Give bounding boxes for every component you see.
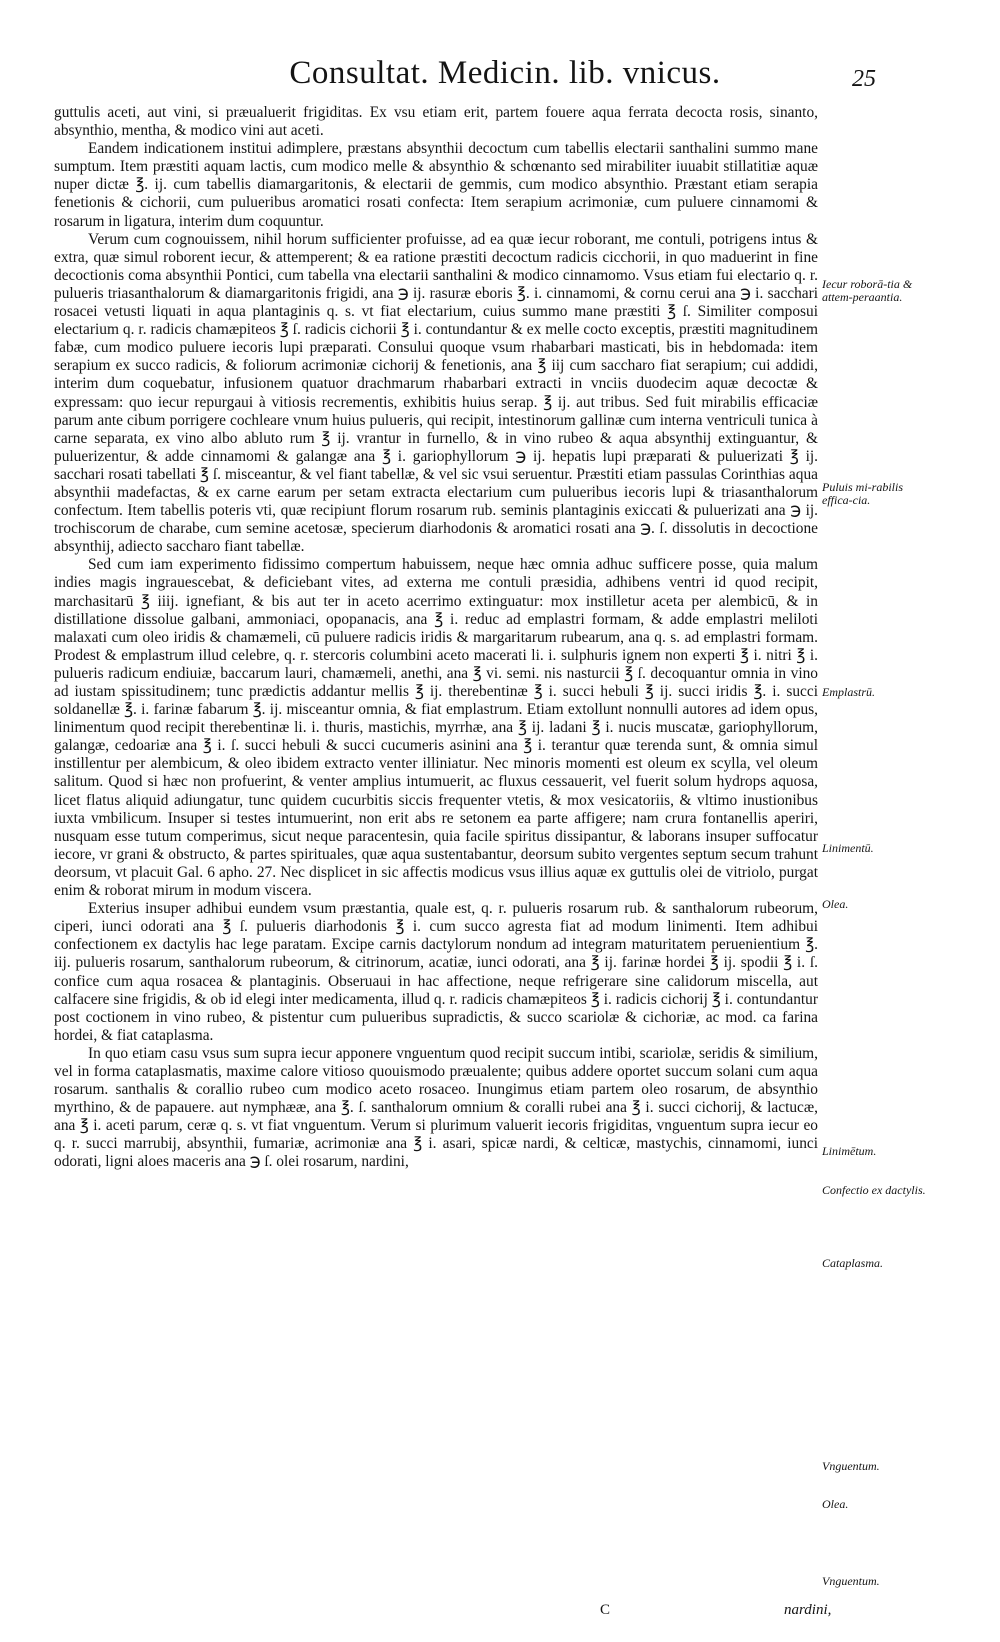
catchword: nardini, bbox=[784, 1602, 832, 1618]
paragraph: guttulis aceti, aut vini, si præualuerit frigiditas. Ex vsu etiam erit, partem fouere aqua ferrata decocta rosis, sinanto, absynthio, mentha, & modico vini aut aceti. bbox=[54, 104, 818, 140]
margin-note: Iecur roborā-tia & attem-peraantia. bbox=[822, 277, 913, 304]
margin-note: Confectio ex dactylis. bbox=[822, 1183, 926, 1197]
running-head: Consultat. Medicin. lib. vnicus. bbox=[289, 55, 721, 91]
margin-note: Linimentū. bbox=[822, 841, 874, 855]
margin-note: Olea. bbox=[822, 1497, 849, 1511]
margin-note: Puluis mi-rabilis effica-cia. bbox=[822, 480, 904, 507]
paragraph: Exterius insuper adhibui eundem vsum præstantia, quale est, q. r. pulueris rosarum rub. & santhalorum rubeorum, ciperi, iunci odorati ana ℥ ſ. pulueris diarhodonis ℥ i. cum succo agresta fiat ad modum linimenti. Item adhibui confectionem ex dactylis hac lege paratam. Excipe carnis dactylorum nondum ad integram maturitatem peruenientium ℥. iij. pulueris rosarum, santhalorum rubeorum, & citrinorum, acatiæ, iunci odorati, ana ℥ ij. farinæ hordei ℥ ij. spodii ℥ i. ſ. confice cum aqua rosacea & plantaginis. Obseruaui in hac affectione, neque refrigerare sine calidorum miscella, aut calfacere sine frigidis, & ob id elegi inter medicamenta, illud q. r. radicis chamæpiteos ℥ i. radicis cichorij ℥ i. contundantur post coctionem in vino rubeo, & pistentur cum pulueribus supradictis, & succo scariolæ & cichoriæ, ac mod. ca farina hordei, & fiat cataplasma. bbox=[54, 900, 818, 1044]
margin-note: Vnguentum. bbox=[822, 1574, 880, 1588]
body-text bbox=[54, 104, 818, 1172]
paragraph: In quo etiam casu vsus sum supra iecur apponere vnguentum quod recipit succum intibi, scariolæ, seridis & similium, vel in forma cataplasmatis, maxime calore vitioso quouismodo præualente; quibus addere oportet succum solani cum aqua rosarum. santhalis & corallio rubeo cum modico aceto rosaceo. Inungimus etiam partem oleo rosarum, de absynthio myrthino, & de papauere. aut nymphææ, ana ℥. ſ. santhalorum omnium & coralli rubei ana ℥ i. succi cichorij, & lactucæ, ana ℥ i. aceti parum, ceræ q. s. vt fiat vnguentum. Verum si plurimum valuerit iecoris frigiditas, vnguentum supra iecur eo q. r. succi marrubij, absynthii, fumariæ, acrimoniæ ana ℥ i. asari, spicæ nardi, & celticæ, mastychis, cinnamomi, iunci odorati, ligni aloes maceris ana ℈ ſ. olei rosarum, nardini, bbox=[54, 1044, 818, 1171]
margin-note: Vnguentum. bbox=[822, 1459, 880, 1473]
margin-note: Emplastrū. bbox=[822, 685, 876, 699]
paragraph: Sed cum iam experimento fidissimo compertum habuissem, neque hæc omnia adhuc sufficere posse, quia malum indies magis ingrauescebat, & deficiebant vites, ad externa me contuli præsidia, adhibens ventri id quod recipit, marchasitarū ℥ iiij. ignefiant, & bis aut ter in aceto acerrimo extinguatur: mox instilletur aceta per alembicū, & in distillatione dissolue galbani, ammoniaci, opopanacis, ana ℥ i. reduc ad emplastri formam, & adde emplastri meliloti malaxati cum oleo iridis & chamæmeli, cū puluere radicis iridis & margaritarum rubearum, ana q. s. ad emplastri formam. Prodest & emplastrum illud celebre, q. r. stercoris columbini aceto macerati li. i. sulphuris ignem non experti ℥ i. nitri ℥ i. pulueris radicum endiuiæ, baccarum lauri, chamæmeli, anethi, ana ℥ vi. semi. nis nasturcii ℥ ſ. decoquantur omnia in vino ad iustam spissitudinem; tunc prædictis addantur mellis ℥ ij. therebentinæ ℥ i. succi hebuli ℥ ij. succi iridis ℥. i. succi soldanellæ ℥. i. farinæ fabarum ℥. ij. misceantur omnia, & fiat emplastrum. Etiam extollunt nonnulli autores ad idem opus, linimentum quod recipit therebentinæ li. i. thuris, mastichis, myrrhæ, ana ℥ ij. ladani ℥ i. nucis muscatæ, gariophyllorum, galangæ, cedoariæ ana ℥ i. ſ. succi hebuli & succi cucumeris asinini ana ℥ i. terantur quæ terenda sunt, & omnia simul instillentur per alembicum, & oleo ibidem extracto venter illiniatur. Nec minoris momenti est oleum ex scylla, vel oleum salitum. Quod si hæc non profuerint, & venter amplius intumuerit, ac fluxus cessauerit, vel fuerit solum hydrops aquosa, licet flatus aliquid adiungatur, tunc quidem cucurbitis siccis frequenter vtetis, & mox vesicatoriis, & vltimo inustionibus iuxta vmbilicum. Insuper si testes intumuerint, non erit abs re setonem ea parte affigere; nam crura fontanellis aperiri, nusquam esse tutum comperimus, sicut neque paracentesin, quia facile spiritus dissipantur, & laborans insuper suffocatur iecore, vr grani & obstructo, & partes spirituales, quæ aqua sustentabantur, deorsum subito vergentes septum secum trahunt deorsum, vt placuit Gal. 6 apho. 27. Nec displicet in sic affectis modicus vsus illius aquæ ex guttulis olei de vitriolo, purgat enim & roborat mirum in modum viscera. bbox=[54, 556, 818, 900]
paragraph: Eandem indicationem institui adimplere, præstans absynthii decoctum cum tabellis electarii santhalini summo mane sumptum. Item præstiti aquam lactis, cum modico melle & absynthio & schœnanto sed mirabiliter iuuabit stillatitiæ aquæ nuper dictæ ℥. ij. cum tabellis diamargaritonis, & electarii de gemmis, cum modico absynthio. Præstant etiam serapia fenetionis & cichorii, cum pulueribus aromatici rosati confecta: Item serapium acrimoniæ, cum puluere cinnamomi & rosarum in ligatura, interim dum coquuntur. bbox=[54, 140, 818, 230]
margin-note: Olea. bbox=[822, 897, 849, 911]
margin-note: Cataplasma. bbox=[822, 1256, 884, 1270]
page-number: 25 bbox=[852, 66, 876, 92]
paragraph: Verum cum cognouissem, nihil horum sufficienter profuisse, ad ea quæ iecur roborant, me contuli, potrigens intus & extra, quæ simul roborent iecur, & attemperent; & ea ratione præstiti decoctum radicis cicchorii, in quo maduerint in fine decoctionis coma absynthii Pontici, cum tabella vna electarii santhalini & modico cinnamomo. Vsus etiam fui electario q. r. pulueris triasanthalorum & diamargaritonis frigidi, ana ℈ ij. rasuræ eboris ℥. i. cinnamomi, & cornu cerui ana ℈ i. sacchari rosacei vetusti liquati in aqua plantaginis q. s. vt fiat electarium, cuius summo mane præstiti ℥ ſ. Similiter composui electarium q. r. radicis chamæpiteos ℥ ſ. radicis cichorii ℥ i. contundantur & ex melle cocto exceptis, præstiti magnitudinem fabæ, cum modico puluere iecoris lupi præparati. Consului quoque vsum rhabarbari masticati, bis in hebdomada: item serapium ex succo radicis, & foliorum acrimoniæ cichorij & fenetionis, ana ℥ iij cum saccharo fiat serapium; cui addidi, interim dum coquebatur, infusionem quatuor drachmarum rhabarbari extracti in vnciis duodecim aquæ decoctæ & expressam: quo iecur repurgaui à vitiosis recrementis, exhibitis huius serap. ℥ ij. aut tribus. Sed fuit mirabilis efficaciæ parum ante cibum porrigere cochleare vnum huius pulueris, qui recipit, intestinorum gallinæ cum interna ventriculi tunica à carne separata, ex vino albo abluto rum ℥ ij. vrantur in furnello, & in vino rubeo & aqua absynthij extinguantur, & puluerizentur, & adde cinnamomi & galangæ ana ℥ i. gariophyllorum ℈ ij. hepatis lupi præparati & puluerizati ℥ ij. sacchari rosati tabellati ℥ ſ. misceantur, & vel fiant tabellæ, & vel sic vsui seruentur. Præstiti etiam passulas Corinthias aqua absynthii madefactas, & ex carne earum per setam extracta electarium cum pulueribus iecoris lupi & triasanthalorum confectum. Item tabellis poteris vti, quæ recipiunt florum rosarum rub. seminis plantaginis exiccati & puluerizati ana ℈ ij. trochiscorum de charabe, cum semine acetosæ, specierum diarhodonis & aromatici rosati ana ℈. ſ. dissolutis in decoctione absynthij, adiecto saccharo fiant tabellæ. bbox=[54, 230, 818, 556]
signature-mark: C bbox=[600, 1602, 611, 1618]
margin-note: Linimētum. bbox=[822, 1144, 877, 1158]
